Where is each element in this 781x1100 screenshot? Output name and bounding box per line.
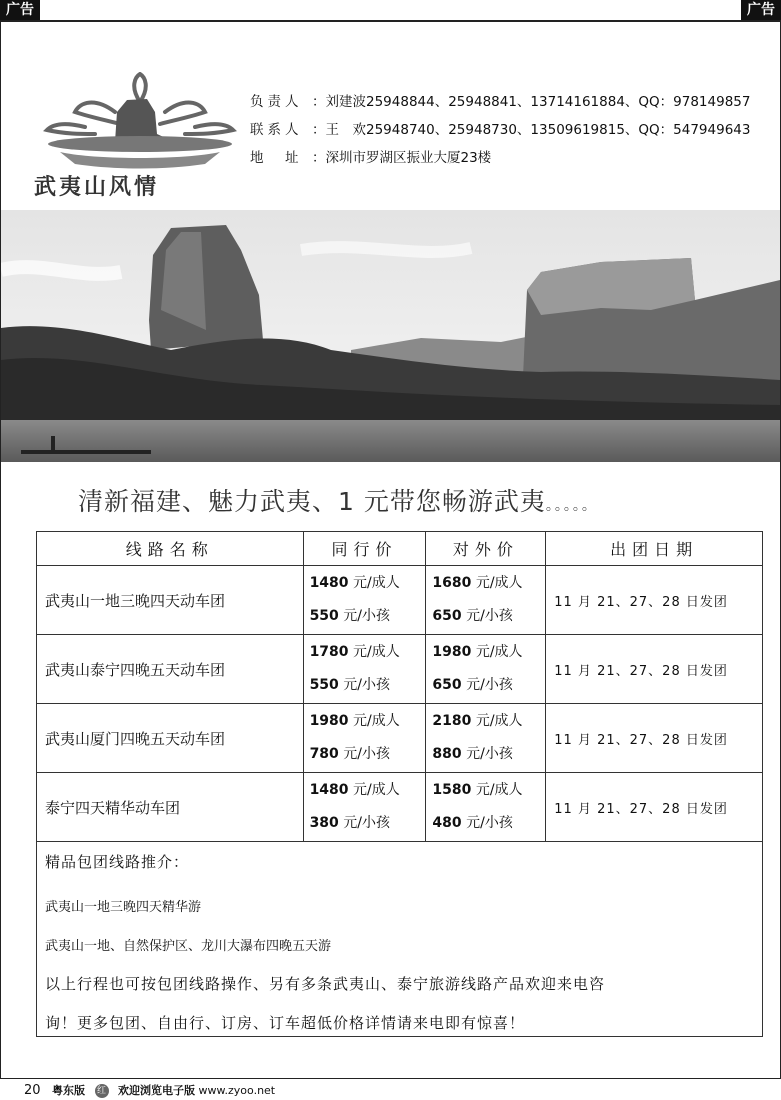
landscape-photo — [1, 210, 780, 462]
header-peer-price: 同行价 — [303, 532, 426, 566]
route-name: 武夷山一地三晚四天动车团 — [37, 566, 304, 635]
contact-value: ：王 欢25948740、25948730、13509619815、QQ：547949643 — [312, 122, 751, 138]
peer-price: 1480 元/成人 550 元/小孩 — [303, 566, 426, 635]
contact-value: ：深圳市罗湖区振业大厦23楼 — [312, 150, 492, 166]
page-number: 20 — [24, 1083, 41, 1098]
footer-text: 欢迎浏览电子版 — [118, 1084, 196, 1097]
table-row — [37, 704, 763, 773]
route-table — [36, 531, 763, 842]
slogan-dots: 。。。。。 — [545, 498, 598, 514]
badge-icon: 红 — [95, 1084, 109, 1098]
table-row — [37, 773, 763, 842]
public-price: 1980 元/成人 650 元/小孩 — [426, 635, 546, 704]
contact-row-contact — [250, 116, 750, 144]
public-price: 1580 元/成人 480 元/小孩 — [426, 773, 546, 842]
table-row — [37, 635, 763, 704]
route-name: 武夷山泰宁四晚五天动车团 — [37, 635, 304, 704]
package-section — [36, 839, 763, 1037]
contact-label: 联系人 — [250, 122, 303, 138]
route-name: 泰宁四天精华动车团 — [37, 773, 304, 842]
package-note: 询！更多包团、自由行、订房、订车超低价格详情请来电即有惊喜！ — [45, 1014, 526, 1032]
departure-date: 11 月 21、27、28 日发团 — [546, 566, 763, 635]
contact-label: 负责人 — [250, 94, 303, 110]
header-departure-date: 出团日期 — [546, 532, 763, 566]
package-item: 武夷山一地三晚四天精华游 — [45, 900, 202, 915]
peer-price: 1480 元/成人 380 元/小孩 — [303, 773, 426, 842]
package-note: 以上行程也可按包团线路操作、另有多条武夷山、泰宁旅游线路产品欢迎来电咨 — [45, 975, 606, 993]
departure-date: 11 月 21、27、28 日发团 — [546, 773, 763, 842]
table-header-row — [37, 532, 763, 566]
ad-tag-left: 广告 — [0, 0, 40, 20]
route-name: 武夷山厦门四晚五天动车团 — [37, 704, 304, 773]
contact-row-manager — [250, 88, 750, 116]
public-price: 2180 元/成人 880 元/小孩 — [426, 704, 546, 773]
table-row — [37, 566, 763, 635]
package-heading: 精品包团线路推介： — [45, 853, 190, 871]
footer-website-link[interactable]: www.zyoo.net — [198, 1084, 276, 1097]
peer-price: 1980 元/成人 780 元/小孩 — [303, 704, 426, 773]
peer-price: 1780 元/成人 550 元/小孩 — [303, 635, 426, 704]
slogan — [78, 482, 598, 518]
contact-info — [250, 88, 750, 172]
departure-date: 11 月 21、27、28 日发团 — [546, 635, 763, 704]
departure-date: 11 月 21、27、28 日发团 — [546, 704, 763, 773]
contact-label: 地 址 — [250, 150, 303, 166]
contact-row-address — [250, 144, 750, 172]
contact-value: ：刘建波25948844、25948841、13714161884、QQ：978149857 — [312, 94, 751, 110]
package-item: 武夷山一地、自然保护区、龙川大瀑布四晚五天游 — [45, 939, 332, 954]
public-price: 1680 元/成人 650 元/小孩 — [426, 566, 546, 635]
logo-text: 武夷山风情 — [34, 174, 160, 200]
header-public-price: 对外价 — [426, 532, 546, 566]
footer — [24, 1082, 275, 1098]
slogan-main: 清新福建、魅力武夷、1 元带您畅游武夷 — [78, 487, 546, 516]
ad-tag-right: 广告 — [741, 0, 781, 20]
header-route-name: 线路名称 — [37, 532, 304, 566]
edition-label: 粤东版 — [52, 1084, 86, 1097]
